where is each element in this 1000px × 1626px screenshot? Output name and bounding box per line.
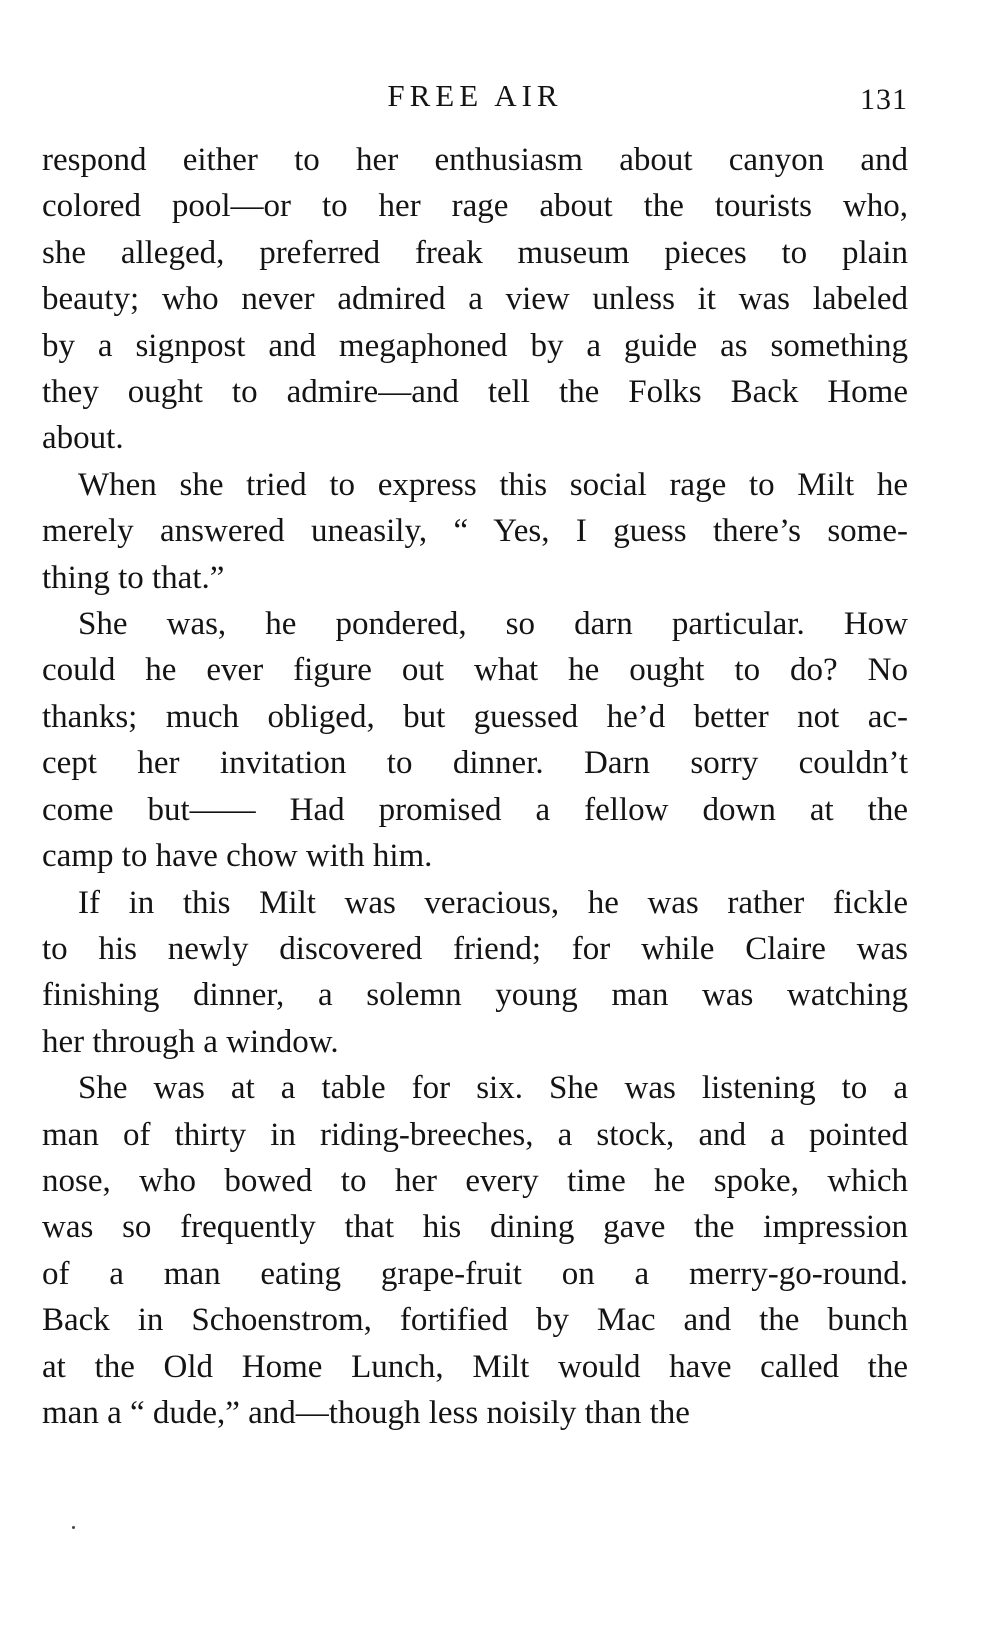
text-line: by a signpost and megaphoned by a guide as something [42,327,908,364]
text-line: If in this Milt was veracious, he was rather fickle [78,884,908,921]
text-line: finishing dinner, a solemn young man was watching [42,977,908,1014]
paragraph [42,880,908,1066]
text-line: about. [42,420,124,457]
text-line: she alleged, preferred freak museum pieces to plain [42,234,908,271]
paragraph [42,601,908,879]
paragraph [42,462,908,601]
text-line: man of thirty in riding-breeches, a stock, and a pointed [42,1116,908,1153]
text-line: She was at a table for six. She was listening to a [78,1070,908,1107]
page-header [42,76,908,116]
text-line: cept her invitation to dinner. Darn sorry couldn’t [42,745,908,782]
text-line: colored pool—or to her rage about the tourists who, [42,188,908,225]
text-line: respond either to her enthusiasm about canyon and [42,142,908,178]
text-line: When she tried to express this social rage to Milt he [78,466,908,503]
text-line: come but—— Had promised a fellow down at the [42,791,908,828]
stray-mark [72,1526,75,1529]
text-line: to his newly discovered friend; for while Claire was [42,930,908,967]
page-number: 131 [860,83,908,116]
text-line: could he ever figure out what he ought to do? No [42,652,908,689]
body-text [42,137,908,1436]
text-line: Back in Schoenstrom, fortified by Mac and the bunch [42,1302,908,1339]
running-title: FREE AIR [387,78,563,113]
text-line: her through a window. [42,1023,339,1060]
paragraph [42,137,908,462]
text-line: at the Old Home Lunch, Milt would have called the [42,1348,908,1385]
text-line: beauty; who never admired a view unless it was labeled [42,281,908,318]
text-line: thanks; much obliged, but guessed he’d better not ac- [42,698,908,735]
text-line: She was, he pondered, so darn particular. How [78,606,908,643]
text-line: was so frequently that his dining gave the impression [42,1209,908,1246]
text-line: merely answered uneasily, “ Yes, I guess there’s some- [42,513,908,550]
text-line: thing to that.” [42,559,225,596]
text-line: of a man eating grape-fruit on a merry-go-round. [42,1255,908,1292]
text-line: they ought to admire—and tell the Folks Back Home [42,374,908,411]
text-line: nose, who bowed to her every time he spoke, which [42,1162,908,1199]
paragraph [42,1065,908,1436]
text-line: camp to have chow with him. [42,838,433,875]
text-line: man a “ dude,” and—though less noisily than the [42,1394,690,1431]
